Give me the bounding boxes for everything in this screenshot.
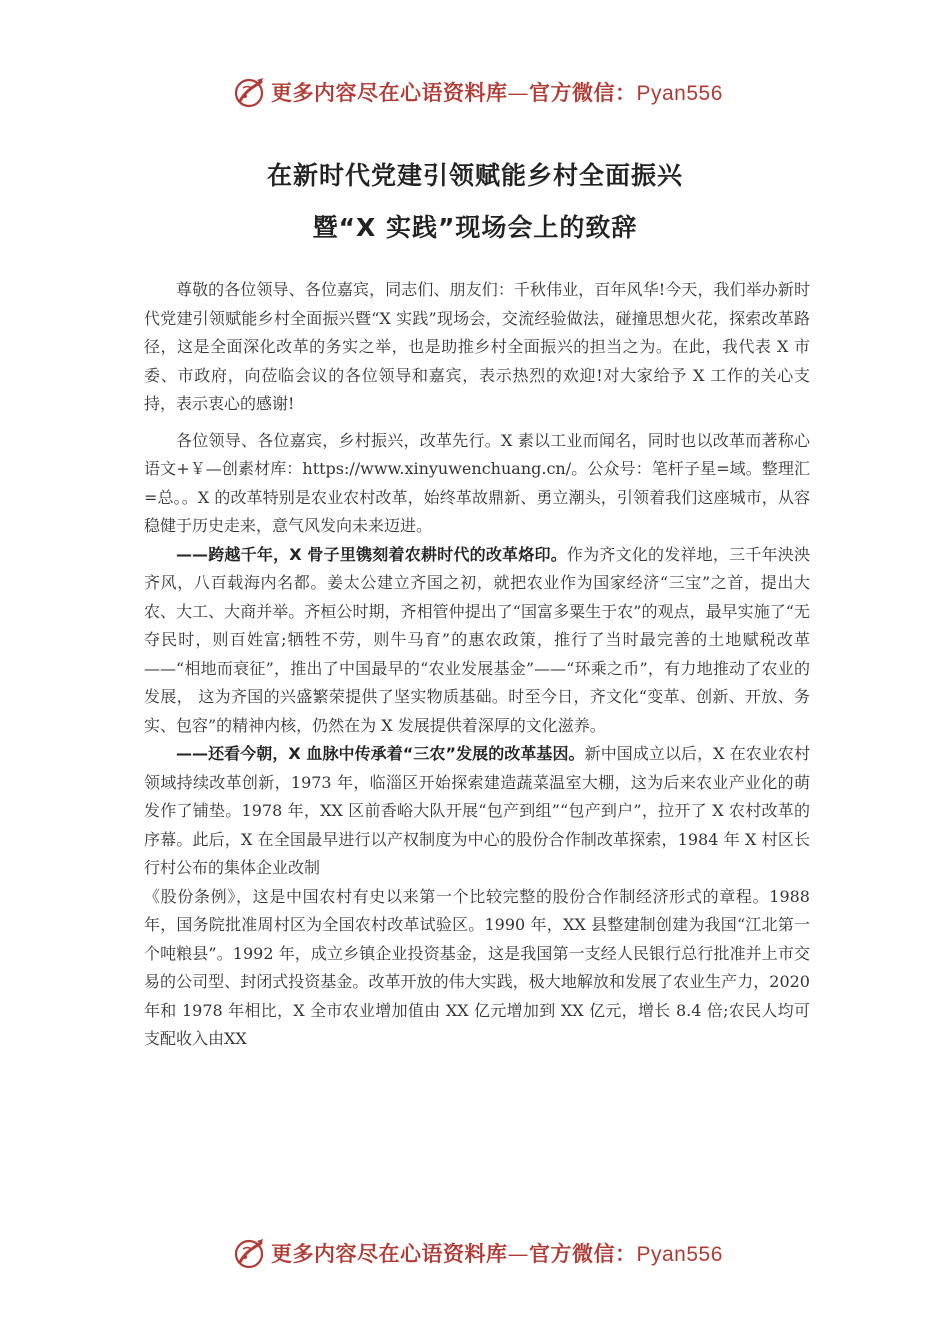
paragraph-reform-first: 各位领导、各位嘉宾，乡村振兴，改革先行。X 素以工业而闻名，同时也以改革而著称心语文+￥—创素材库：https://www.xinyuwenchuang.cn/。公众号：笔杆子星=域。整理汇=总。。X 的改革特别是农业农村改革，始终革故鼎新、勇立潮头，引领着我们这座城市，从容稳健于历史走来，意气风发向未来迈进。 xyxy=(144,430,810,535)
paragraph-millennium xyxy=(144,541,810,741)
xinyu-logo-icon xyxy=(231,1235,267,1271)
document-body xyxy=(144,276,810,1054)
xinyu-logo-icon xyxy=(231,74,267,110)
footer-banner-official: 官方微信： xyxy=(529,1241,637,1266)
header-banner-official: 官方微信： xyxy=(529,80,637,105)
header-banner-text xyxy=(271,77,723,107)
paragraph-opening: 尊敬的各位领导、各位嘉宾，同志们、朋友们：千秋伟业，百年风华!今天，我们举办新时代党建引领赋能乡村全面振兴暨“X 实践”现场会，交流经验做法，碰撞思想火花，探索改革路径，这是全面深化改革的务实之举，也是助推乡村全面振兴的担当之为。在此，我代表 X 市委、市政府，向莅临会议的各位领导和嘉宾，表示热烈的欢迎!对大家给予 X 工作的关心支持，表示衷心的感谢! xyxy=(144,280,810,413)
footer-banner-dash: — xyxy=(507,1242,529,1266)
header-banner-wechat: Pyan556 xyxy=(636,82,723,105)
paragraph-millennium-body: 作为齐文化的发祥地，三千年泱泱齐风，八百载海内名都。姜太公建立齐国之初，就把农业作为国家经济“三宝”之首，提出大农、大工、大商并举。齐桓公时期，齐相管仲提出了“国富多粟生于农”的观点，最早实施了“无夺民时，则百姓富;牺牲不劳，则牛马育”的惠农政策，推行了当时最完善的土地赋税改革——“相地而衰征”，推出了中国最早的“农业发展基金”——“环乘之币”，有力地推动了农业的发展， 这为齐国的兴盛繁荣提供了坚实物质基础。时至今日，齐文化“变革、创新、开放、务实、包容”的精神内核，仍然在为 X 发展提供着深厚的文化滋养。 xyxy=(144,544,810,735)
footer-banner xyxy=(231,1233,751,1273)
header-banner-main: 更多内容尽在心语资料库 xyxy=(271,80,508,105)
paragraph-continuation: 《股份条例》，这是中国农村有史以来第一个比较完整的股份合作制经济形式的章程。1988 年，国务院批准周村区为全国农村改革试验区。1990 年，XX 县整建制创建为我国“江北第一个吨粮县”。1992 年，成立乡镇企业投资基金，这是我国第一支经人民银行总行批准并上市交易的公司型、封闭式投资基金。改革开放的伟大实践，极大地解放和发展了农业生产力，2020 年和 1978 年相比，X 全市农业增加值由 XX 亿元增加到 XX 亿元，增长 8.4 倍;农民人均可支配收入由XX xyxy=(144,886,810,1048)
footer-banner-main: 更多内容尽在心语资料库 xyxy=(271,1241,508,1266)
document-title-line1: 在新时代党建引领赋能乡村全面振兴 xyxy=(266,161,683,190)
paragraph-today-body: 新中国成立以后，X 在农业农村领域持续改革创新，1973 年，临淄区开始探索建造蔬菜温室大棚，这为后来农业产业化的萌发作了铺垫。1978 年，XX 区前香峪大队开展“包产到组”“包产到户”，拉开了 X 农村改革的序幕。此后，X 在全国最早进行以产权制度为中心的股份合作制改革探索，1984 年 X 村区长行村公布的集体企业改制 xyxy=(144,744,810,877)
footer-banner-wechat: Pyan556 xyxy=(636,1243,723,1266)
paragraph-today xyxy=(144,740,810,883)
paragraph-today-lead: ——还看今朝，X 血脉中传承着“三农”发展的改革基因。 xyxy=(176,744,585,763)
document-title-line2: 暨“X 实践”现场会上的致辞 xyxy=(312,213,638,242)
paragraph-millennium-lead: ——跨越千年，X 骨子里镌刻着农耕时代的改革烙印。 xyxy=(176,544,567,564)
header-banner xyxy=(231,72,751,112)
header-banner-dash: — xyxy=(507,81,529,105)
footer-banner-text xyxy=(271,1238,723,1268)
